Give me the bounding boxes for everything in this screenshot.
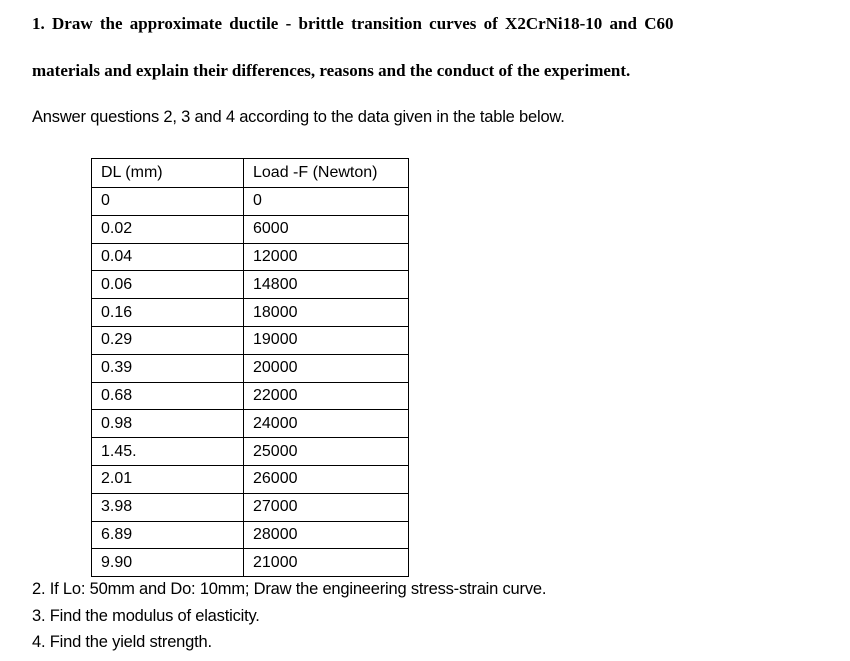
dl-cell: 0.39 (92, 354, 244, 382)
data-table (91, 158, 409, 577)
load-cell: 26000 (244, 465, 409, 493)
table-row (92, 354, 409, 382)
dl-cell: 0.02 (92, 215, 244, 243)
question-1-line-2: materials and explain their differences, reasons and the conduct of the experiment. (32, 61, 631, 80)
dl-cell: 9.90 (92, 549, 244, 577)
load-cell: 21000 (244, 549, 409, 577)
header-load: Load -F (Newton) (244, 159, 409, 188)
table-row (92, 493, 409, 521)
question-4: 4. Find the yield strength. (32, 633, 212, 651)
table-row (92, 549, 409, 577)
dl-cell: 0.98 (92, 410, 244, 438)
header-dl: DL (mm) (92, 159, 244, 188)
dl-cell: 2.01 (92, 465, 244, 493)
table-row (92, 188, 409, 216)
load-cell: 14800 (244, 271, 409, 299)
dl-cell: 0 (92, 188, 244, 216)
table-row (92, 299, 409, 327)
question-3: 3. Find the modulus of elasticity. (32, 607, 260, 625)
table-row (92, 326, 409, 354)
dl-cell: 0.16 (92, 299, 244, 327)
load-cell: 25000 (244, 438, 409, 466)
load-cell: 19000 (244, 326, 409, 354)
dl-cell: 0.04 (92, 243, 244, 271)
load-cell: 12000 (244, 243, 409, 271)
dl-cell: 0.68 (92, 382, 244, 410)
table-row (92, 271, 409, 299)
question-2: 2. If Lo: 50mm and Do: 10mm; Draw the engineering stress-strain curve. (32, 580, 547, 598)
table-row (92, 465, 409, 493)
table-row (92, 243, 409, 271)
intro-text: Answer questions 2, 3 and 4 according to the data given in the table below. (32, 108, 565, 126)
dl-cell: 6.89 (92, 521, 244, 549)
table-row (92, 438, 409, 466)
load-cell: 18000 (244, 299, 409, 327)
dl-cell: 3.98 (92, 493, 244, 521)
table-row (92, 521, 409, 549)
table-row (92, 410, 409, 438)
table-header-row (92, 159, 409, 188)
load-cell: 0 (244, 188, 409, 216)
load-cell: 24000 (244, 410, 409, 438)
load-cell: 28000 (244, 521, 409, 549)
load-cell: 22000 (244, 382, 409, 410)
dl-cell: 1.45. (92, 438, 244, 466)
table-row (92, 382, 409, 410)
load-cell: 20000 (244, 354, 409, 382)
load-cell: 6000 (244, 215, 409, 243)
table-row (92, 215, 409, 243)
dl-cell: 0.29 (92, 326, 244, 354)
question-1-line-1: 1. Draw the approximate ductile - brittle transition curves of X2CrNi18-10 and C60 (32, 14, 674, 33)
dl-cell: 0.06 (92, 271, 244, 299)
load-cell: 27000 (244, 493, 409, 521)
